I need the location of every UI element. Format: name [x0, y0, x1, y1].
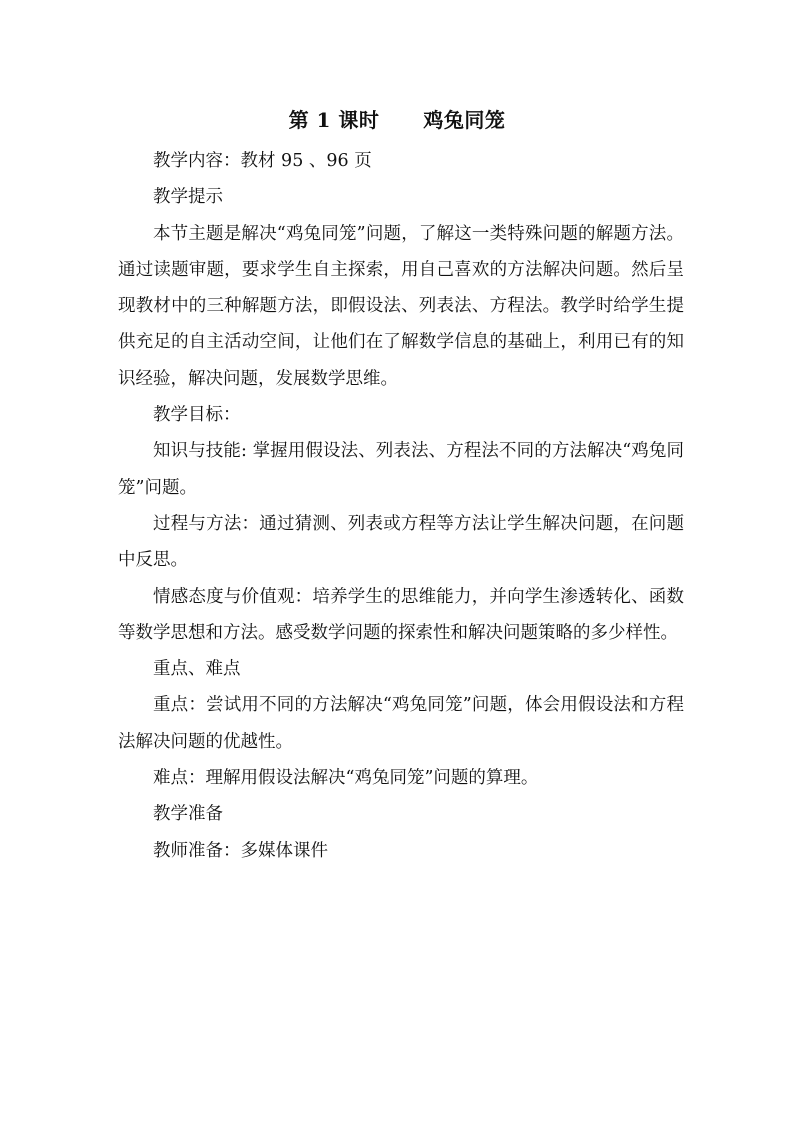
- goal-process-methods: 过程与方法：通过猜测、列表或方程等方法让学生解决问题，在问题中反思。: [118, 513, 684, 571]
- goal-knowledge-skills: 知识与技能: 掌握用假设法、列表法、方程法不同的方法解决“鸡兔同笼”问题。: [118, 441, 684, 498]
- lesson-title: [0, 104, 794, 133]
- goal-attitude-values: 情感态度与价值观：培养学生的思维能力，并向学生渗透转化、函数等数学思想和方法。感受数学问题的探索性和解决问题策略的多少样性。: [118, 586, 684, 643]
- difficult-point: 难点：理解用假设法解决“鸡兔同笼”问题的算理。: [153, 768, 539, 789]
- key-point: 重点：尝试用不同的方法解决“鸡兔同笼”问题，体会用假设法和方程法解决问题的优越性。: [118, 695, 684, 752]
- document-body: [118, 143, 684, 869]
- teacher-prep: 教师准备：多媒体课件: [153, 840, 328, 861]
- teaching-tips-heading: 教学提示: [153, 187, 223, 208]
- teaching-prep-heading: 教学准备: [153, 804, 223, 825]
- lesson-topic: 鸡兔同笼: [423, 108, 506, 132]
- key-difficult-heading: 重点、难点: [153, 659, 241, 680]
- teaching-tips-text: 本节主题是解决“鸡兔同笼”问题，了解这一类特殊问题的解题方法。通过读题审题，要求学生自主探索，用自己喜欢的方法解决问题。然后呈现教材中的三种解题方法，即假设法、列表法、方程法。教学时给学生提供充足的自主活动空间，让他们在了解数学信息的基础上，利用已有的知识经验，解决问题，发展数学思维。: [118, 223, 684, 389]
- teaching-content: 教学内容：教材 95 、96 页: [153, 151, 372, 171]
- lesson-number: 第 1 课时: [288, 108, 380, 132]
- teaching-goals-heading: 教学目标：: [153, 405, 241, 426]
